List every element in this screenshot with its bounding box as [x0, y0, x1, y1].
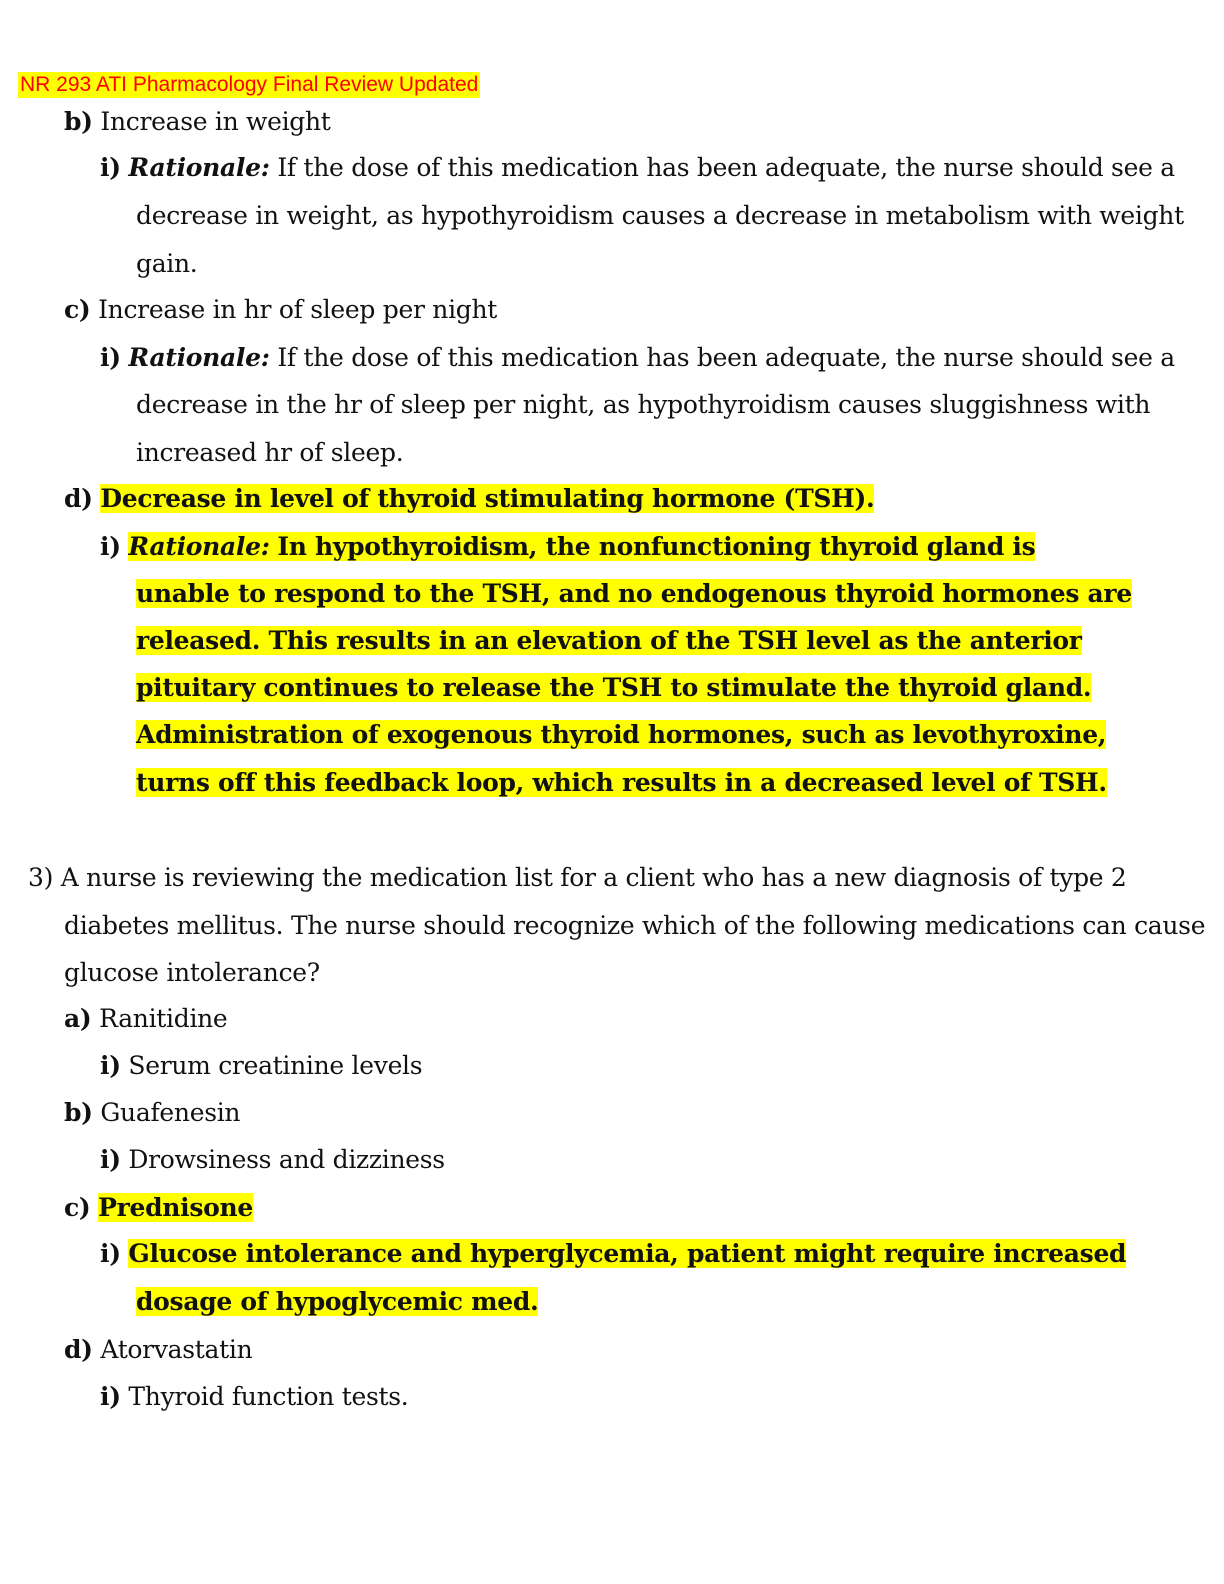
- question-stem-line: A nurse is reviewing the medication list for a client who has a new diagnosis of type 2: [60, 863, 1127, 892]
- rationale-label: Rationale:: [128, 532, 270, 561]
- detail-text: dosage of hypoglycemic med.: [136, 1287, 539, 1316]
- detail-text: Drowsiness and dizziness: [128, 1145, 445, 1174]
- question-number: 3): [28, 863, 54, 892]
- rationale-line: released. This results in an elevation of the TSH level as the anterior: [136, 626, 1082, 655]
- rationale-line: decrease in weight, as hypothyroidism causes a decrease in metabolism with weight: [136, 201, 1184, 230]
- rationale-line: gain.: [136, 249, 198, 278]
- rationale-line: If the dose of this medication has been adequate, the nurse should see a: [277, 153, 1175, 182]
- option-c-detail: [100, 1238, 1126, 1270]
- option-d-detail: [100, 1381, 408, 1413]
- rationale-b: [100, 152, 1175, 184]
- question-3: [28, 862, 1127, 894]
- rationale-line: In hypothyroidism, the nonfunctioning thyroid gland is: [277, 532, 1036, 561]
- sub-marker: i): [100, 1145, 121, 1174]
- option-text: Guafenesin: [100, 1098, 241, 1127]
- sub-marker: i): [100, 153, 121, 182]
- detail-text: Serum creatinine levels: [128, 1051, 423, 1080]
- option-d: [64, 1334, 252, 1366]
- option-marker: b): [64, 107, 93, 136]
- rationale-line: increased hr of sleep.: [136, 438, 404, 467]
- document-header: NR 293 ATI Pharmacology Final Review Updated: [20, 73, 479, 96]
- option-marker: d): [64, 1335, 93, 1364]
- rationale-d: [100, 531, 1035, 563]
- sub-marker: i): [100, 532, 121, 561]
- option-marker: d): [64, 484, 93, 513]
- detail-text: Thyroid function tests.: [128, 1382, 409, 1411]
- question-stem-line: diabetes mellitus. The nurse should recognize which of the following medications can cause: [64, 911, 1206, 940]
- option-d-correct: [64, 483, 874, 515]
- option-b: [64, 106, 331, 138]
- option-marker: c): [64, 1193, 91, 1222]
- option-c: [64, 294, 497, 326]
- option-text: Ranitidine: [99, 1004, 228, 1033]
- option-text: Decrease in level of thyroid stimulating hormone (TSH).: [100, 484, 875, 513]
- sub-marker: i): [100, 1382, 121, 1411]
- option-a-detail: [100, 1050, 422, 1082]
- question-stem-line: glucose intolerance?: [64, 958, 320, 987]
- rationale-line: decrease in the hr of sleep per night, as hypothyroidism causes sluggishness with: [136, 390, 1151, 419]
- option-text: Prednisone: [98, 1193, 253, 1222]
- option-b-detail: [100, 1144, 445, 1176]
- option-a: [64, 1003, 227, 1035]
- rationale-label: Rationale:: [128, 153, 270, 182]
- rationale-line: unable to respond to the TSH, and no endogenous thyroid hormones are: [136, 579, 1132, 608]
- rationale-label: Rationale:: [128, 343, 270, 372]
- rationale-line: If the dose of this medication has been adequate, the nurse should see a: [277, 343, 1175, 372]
- option-text: Increase in weight: [100, 107, 331, 136]
- option-marker: c): [64, 295, 91, 324]
- rationale-line: turns off this feedback loop, which results in a decreased level of TSH.: [136, 768, 1107, 797]
- rationale-line: pituitary continues to release the TSH to stimulate the thyroid gland.: [136, 673, 1092, 702]
- option-b: [64, 1097, 240, 1129]
- option-text: Increase in hr of sleep per night: [98, 295, 498, 324]
- option-marker: b): [64, 1098, 93, 1127]
- rationale-line: Administration of exogenous thyroid hormones, such as levothyroxine,: [136, 720, 1107, 749]
- option-text: Atorvastatin: [100, 1335, 253, 1364]
- option-marker: a): [64, 1004, 92, 1033]
- sub-marker: i): [100, 1051, 121, 1080]
- option-c-correct: [64, 1192, 253, 1224]
- sub-marker: i): [100, 343, 121, 372]
- detail-text: Glucose intolerance and hyperglycemia, patient might require increased: [128, 1239, 1127, 1268]
- sub-marker: i): [100, 1239, 121, 1268]
- rationale-c: [100, 342, 1175, 374]
